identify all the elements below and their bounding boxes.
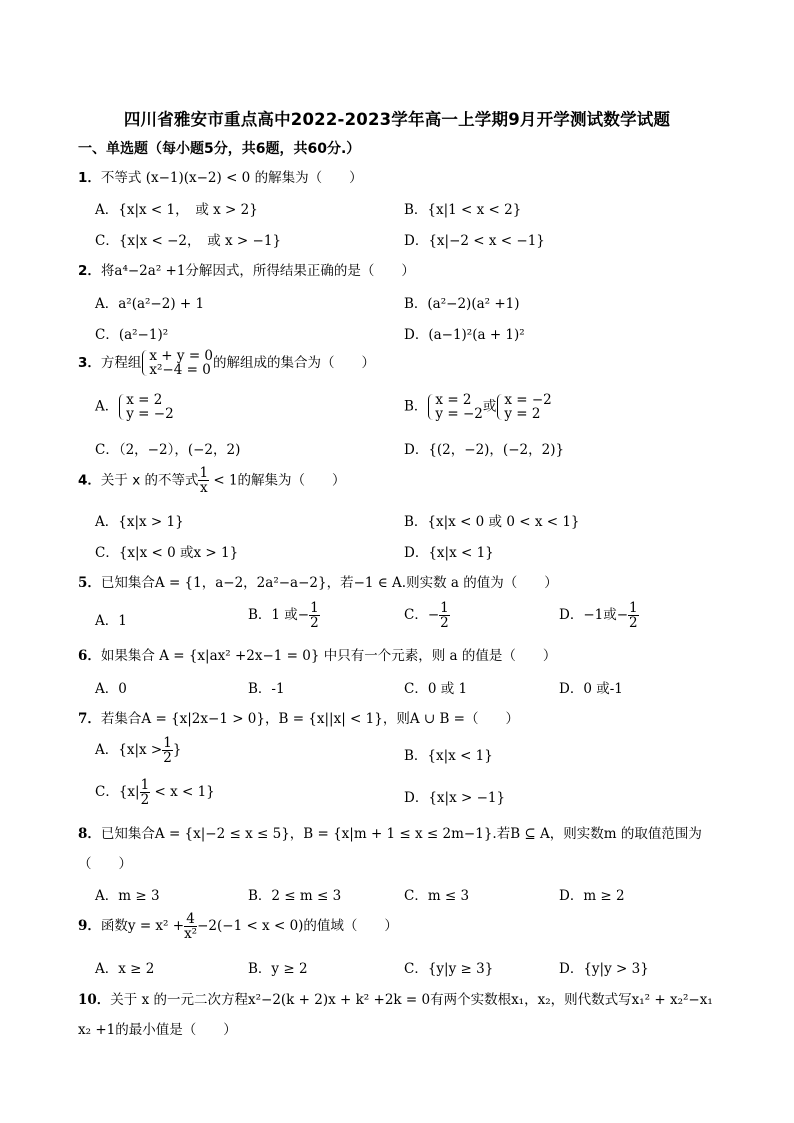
q9-option-a: A．x ≥ 2: [95, 961, 155, 977]
equation-2: y = 2: [504, 406, 541, 423]
question-2: [78, 259, 415, 279]
question-number: 9．: [78, 918, 101, 935]
denominator: x: [199, 480, 208, 497]
question-number: 3．: [78, 355, 101, 372]
question-number: 2．: [78, 263, 101, 279]
numerator: 1: [199, 465, 209, 481]
equation-2: y = −2: [435, 406, 483, 423]
page-title: 四川省雅安市重点高中2022-2023学年高一上学期9月开学测试数学试题: [123, 110, 671, 129]
option-text: }: [172, 742, 182, 759]
denominator: 2: [440, 615, 449, 632]
q3-option-d: D．{(2，−2)，(−2，2)}: [404, 442, 565, 458]
equation-1: x = −2: [504, 392, 552, 408]
denominator: 2: [163, 750, 172, 767]
q7-option-a: [95, 736, 181, 765]
question-stem-pre: 关于 x 的不等式: [100, 472, 199, 489]
numerator: 1: [310, 600, 319, 616]
question-4: [78, 466, 346, 495]
question-3: [78, 349, 375, 377]
section-heading: 一、单选题（每小题5分，共6题，共60分.）: [78, 141, 361, 157]
q7-option-b: B．{x|x < 1}: [404, 748, 493, 764]
q1-option-a: A．{x|x < 1， 或 x > 2}: [95, 202, 258, 218]
numerator: 1: [140, 777, 150, 793]
q5-option-c: [404, 601, 450, 630]
equation-system: [496, 393, 551, 421]
equation-system: [118, 393, 173, 421]
equation-2: y = −2: [126, 406, 174, 423]
fraction: [628, 601, 639, 630]
question-number: 4．: [78, 472, 101, 489]
fraction: [140, 778, 151, 807]
option-text: B．1 或−: [248, 607, 310, 624]
q4-option-a: A．{x|x > 1}: [95, 514, 184, 530]
q1-option-d: D．{x|−2 < x < −1}: [404, 233, 545, 249]
q1-option-b: B．{x|1 < x < 2}: [404, 202, 522, 218]
numerator: 1: [440, 600, 449, 616]
q7-option-d: D．{x|x > −1}: [404, 790, 506, 806]
question-stem-post: 的解组成的集合为（ ）: [213, 355, 376, 372]
question-number: 1．: [78, 170, 101, 186]
question-stem-pre: 方程组: [100, 355, 142, 372]
question-number: 5．: [78, 575, 101, 591]
q5-option-d: [559, 601, 639, 630]
equation-2: x²−4 = 0: [149, 362, 211, 379]
q8-option-b: B．2 ≤ m ≤ 3: [248, 888, 342, 904]
fraction: [184, 912, 197, 941]
equation-system: [141, 349, 213, 377]
option-text: C．{x|: [95, 784, 140, 801]
denominator: 2: [629, 615, 638, 632]
option-text: C．−: [404, 607, 440, 624]
question-stem: 若集合A = {x|2x−1 > 0}，B = {x||x| < 1}，则A ∪ B =（ ）: [100, 711, 519, 727]
q1-option-c: C．{x|x < −2， 或 x > −1}: [95, 233, 282, 249]
question-stem: 将a⁴−2a² +1分解因式，所得结果正确的是（ ）: [100, 263, 415, 279]
q2-option-b: B．(a²−2)(a² +1): [404, 296, 520, 312]
question-stem: 关于 x 的一元二次方程x²−2(k + 2)x + k² +2k = 0有两个实数根x₁，x₂，则代数式写x₁² + x₂²−x₁: [110, 992, 713, 1008]
question-number: 6．: [78, 648, 101, 664]
question-number: 10．: [78, 992, 111, 1008]
question-stem-post: < 1的解集为（ ）: [209, 472, 346, 489]
q8-option-c: C．m ≤ 3: [404, 888, 470, 904]
q8-option-d: D．m ≥ 2: [559, 888, 625, 904]
numerator: 4: [184, 912, 197, 927]
q3-option-b: [404, 393, 552, 421]
q6-option-d: D．0 或-1: [559, 681, 623, 697]
q2-option-d: D．(a−1)²(a + 1)²: [404, 327, 525, 343]
equation-system: [427, 393, 482, 421]
question-8-continued: （ ）: [78, 856, 132, 872]
q9-option-c: C．{y|y ≥ 3}: [404, 961, 494, 977]
question-6: [78, 644, 556, 664]
question-stem: 如果集合 A = {x|ax² +2x−1 = 0} 中只有一个元素，则 a 的值是（ ）: [100, 648, 557, 664]
q2-option-a: A．a²(a²−2) + 1: [95, 296, 205, 312]
option-text: < x < 1}: [150, 784, 215, 801]
question-stem: 不等式 (x−1)(x−2) < 0 的解集为（ ）: [100, 170, 363, 186]
question-stem-post: −2(−1 < x < 0)的值域（ ）: [197, 918, 398, 935]
option-label: B．: [404, 398, 428, 415]
question-8: [78, 822, 702, 842]
equation-1: x = 2: [126, 392, 163, 408]
q6-option-a: A．0: [95, 681, 127, 697]
option-text: A．{x|x >: [95, 742, 163, 759]
fraction: [439, 601, 450, 630]
question-7: [78, 707, 519, 727]
fraction: [309, 601, 320, 630]
q4-option-b: B．{x|x < 0 或 0 < x < 1}: [404, 514, 580, 530]
q3-option-c: C．（2，−2），(−2，2): [95, 442, 241, 458]
option-label: A．: [95, 398, 119, 415]
fraction: [162, 736, 173, 765]
question-number: 8．: [78, 826, 101, 842]
question-number: 7．: [78, 711, 101, 727]
q3-option-a: [95, 393, 174, 421]
question-stem: 已知集合A = {1，a−2，2a²−a−2}，若−1 ∈ A.则实数 a 的值为（ ）: [100, 575, 558, 591]
q5-option-a: A．1: [95, 613, 127, 629]
equation-1: x + y = 0: [149, 348, 214, 364]
fraction: [198, 466, 209, 495]
option-text: D．−1或−: [559, 607, 629, 624]
q7-option-c: [95, 778, 215, 807]
question-5: [78, 571, 558, 591]
denominator: 2: [310, 615, 319, 632]
numerator: 1: [629, 600, 638, 616]
q2-option-c: C．(a²−1)²: [95, 327, 169, 343]
denominator: 2: [140, 792, 150, 809]
q9-option-d: D．{y|y > 3}: [559, 961, 649, 977]
q9-option-b: B．y ≥ 2: [248, 961, 308, 977]
numerator: 1: [163, 735, 172, 751]
q8-option-a: A．m ≥ 3: [95, 888, 160, 904]
q6-option-b: B．-1: [248, 681, 285, 697]
q6-option-c: C．0 或 1: [404, 681, 468, 697]
question-10: [78, 988, 713, 1008]
q5-option-b: [248, 601, 320, 630]
question-1: [78, 166, 363, 186]
equation-1: x = 2: [435, 392, 472, 408]
q4-option-d: D．{x|x < 1}: [404, 545, 494, 561]
question-10-continued: x₂ +1的最小值是（ ）: [78, 1022, 237, 1038]
question-stem-pre: 函数y = x² +: [100, 918, 185, 935]
q4-option-c: C．{x|x < 0 或x > 1}: [95, 545, 239, 561]
or-text: 或: [482, 398, 497, 415]
question-stem: 已知集合A = {x|−2 ≤ x ≤ 5}，B = {x|m + 1 ≤ x ≤ 2m−1}.若B ⊆ A，则实数m 的取值范围为: [100, 826, 702, 842]
denominator: x²: [184, 926, 198, 943]
question-9: [78, 912, 398, 941]
